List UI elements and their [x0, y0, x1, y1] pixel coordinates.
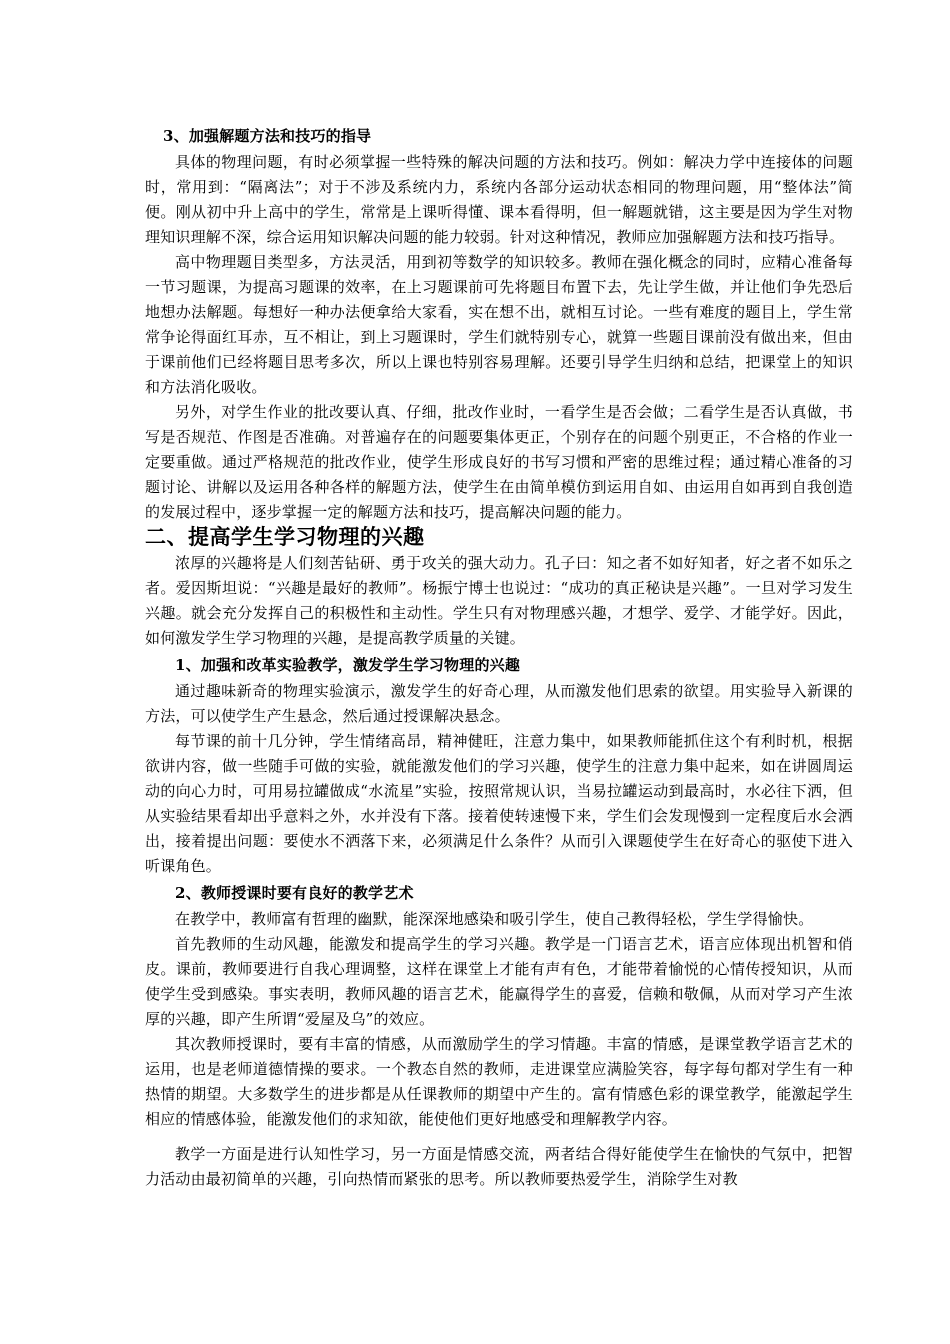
section-3-paragraph-1: 具体的物理问题，有时必须掌握一些特殊的解决问题的方法和技巧。例如：解决力学中连接体的问题时，常用到：“隔离法”；对于不涉及系统内力，系统内各部分运动状态相同的物理问题，用“整体法”简便。刚从初中升上高中的学生，常常是上课听得懂、课本看得明，但一解题就错，这主要是因为学生对物理知识理解不深，综合运用知识解决问题的能力较弱。针对这种情况，教师应加强解题方法和技巧指导。	[145, 153, 853, 246]
subsection-2-paragraph-2: 首先教师的生动风趣，能激发和提高学生的学习兴趣。教学是一门语言艺术，语言应体现出机智和俏皮。课前，教师要进行自我心理调整，这样在课堂上才能有声有色，才能带着愉悦的心情传授知识，从而使学生受到感染。事实表明，教师风趣的语言艺术，能赢得学生的喜爱，信赖和敬佩，从而对学习产生浓厚的兴趣，即产生所谓“爱屋及乌”的效应。	[145, 935, 853, 1028]
subsection-2-paragraph-1: 在教学中，教师富有哲理的幽默，能深深地感染和吸引学生，使自己教得轻松，学生学得愉快。	[175, 910, 814, 928]
subsection-1-paragraph-2: 每节课的前十几分钟，学生情绪高昂，精神健旺，注意力集中，如果教师能抓住这个有利时机，根据欲讲内容，做一些随手可做的实验，就能激发他们的学习兴趣，使学生的注意力集中起来，如在讲圆周运动的向心力时，可用易拉罐做成“水流星”实验，按照常规认识，当易拉罐运动到最高时，水必往下洒，但从实验结果看却出乎意料之外，水并没有下落。接着使转速慢下来，学生们会发现慢到一定程度后水会洒出，接着提出问题：要使水不洒落下来，必须满足什么条件？从而引入课题使学生在好奇心的驱使下进入听课角色。	[145, 732, 853, 875]
section-two-intro: 浓厚的兴趣将是人们刻苦钻研、勇于攻关的强大动力。孔子曰：知之者不如好知者，好之者不如乐之者。爱因斯坦说：“兴趣是最好的教师”。杨振宁博士也说过：“成功的真正秘诀是兴趣”。一旦对学习发生兴趣。就会充分发挥自己的积极性和主动性。学生只有对物理感兴趣，才想学、爱学、才能学好。因此，如何激发学生学习物理的兴趣，是提高教学质量的关键。	[145, 554, 853, 647]
section-3-paragraph-2: 高中物理题目类型多，方法灵活，用到初等数学的知识较多。教师在强化概念的同时，应精心准备每一节习题课，为提高习题课的效率，在上习题课前可先将题目布置下去，先让学生做，并让他们争先恐后地想办法解题。每想好一种办法便拿给大家看，实在想不出，就相互讨论。一些有难度的题目上，学生常常争论得面红耳赤，互不相让，到上习题课时，学生们就特别专心，就算一些题目课前没有做出来，但由于课前他们已经将题目思考多次，所以上课也特别容易理解。还要引导学生归纳和总结，把课堂上的知识和方法消化吸收。	[145, 253, 853, 396]
section-3-heading: 3、加强解题方法和技巧的指导	[163, 127, 372, 145]
subsection-1-heading: 1、加强和改革实验教学，激发学生学习物理的兴趣	[175, 656, 521, 674]
subsection-2-paragraph-3: 其次教师授课时，要有丰富的情感，从而激励学生的学习情趣。丰富的情感，是课堂教学语言艺术的运用，也是老师道德情操的要求。一个教态自然的教师，走进课堂应满脸笑容，每字每句都对学生有一种热情的期望。大多数学生的进步都是从任课教师的期望中产生的。富有情感色彩的课堂教学，能激起学生相应的情感体验，能激发他们的求知欲，能使他们更好地感受和理解教学内容。	[145, 1035, 853, 1128]
subsection-1-paragraph-1: 通过趣味新奇的物理实验演示，激发学生的好奇心理，从而激发他们思索的欲望。用实验导入新课的方法，可以使学生产生悬念，然后通过授课解决悬念。	[145, 682, 853, 725]
subsection-2-heading: 2、教师授课时要有良好的教学艺术	[175, 884, 414, 902]
document-page	[145, 126, 853, 1192]
section-3-paragraph-3: 另外，对学生作业的批改要认真、仔细，批改作业时，一看学生是否会做；二看学生是否认真做，书写是否规范、作图是否准确。对普遍存在的问题要集体更正，个别存在的问题个别更正，不合格的作业一定要重做。通过严格规范的批改作业，使学生形成良好的书写习惯和严密的思维过程；通过精心准备的习题讨论、讲解以及运用各种各样的解题方法，使学生在由简单模仿到运用自如、由运用自如再到自我创造的发展过程中，逐步掌握一定的解题方法和技巧，提高解决问题的能力。	[145, 403, 853, 521]
section-two-heading: 二、提高学生学习物理的兴趣	[145, 524, 425, 549]
subsection-2-paragraph-4: 教学一方面是进行认知性学习，另一方面是情感交流，两者结合得好能使学生在愉快的气氛中，把智力活动由最初简单的兴趣，引向热情而紧张的思考。所以教师要热爱学生，消除学生对教	[145, 1145, 853, 1188]
